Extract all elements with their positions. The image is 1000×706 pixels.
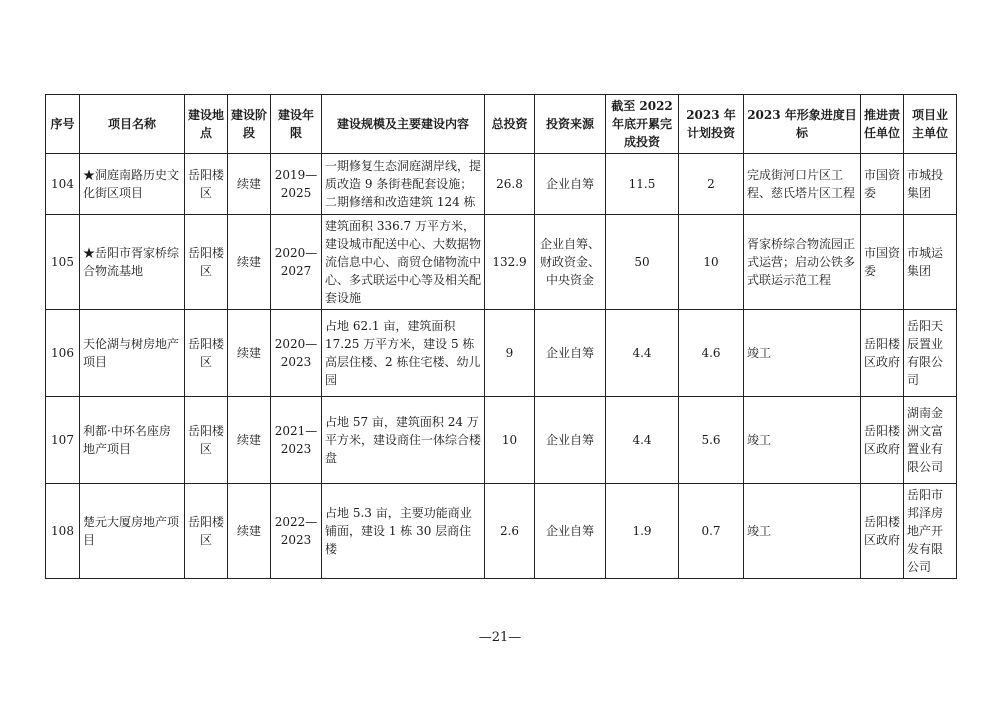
cell-stage: 续建 — [228, 310, 271, 397]
cell-seq: 106 — [46, 310, 80, 397]
cell-plan2023: 5.6 — [679, 397, 744, 484]
table-row — [46, 397, 957, 484]
cell-total: 26.8 — [485, 154, 535, 215]
cell-plan2023: 0.7 — [679, 484, 744, 579]
cell-owner: 湖南金洲文富置业有限公司 — [904, 397, 957, 484]
cell-completed: 4.4 — [606, 310, 679, 397]
table-row — [46, 154, 957, 215]
cell-responsible: 市国资委 — [861, 154, 904, 215]
cell-target2023: 胥家桥综合物流园正式运营；启动公铁多式联运示范工程 — [744, 215, 861, 310]
cell-seq: 104 — [46, 154, 80, 215]
cell-total: 132.9 — [485, 215, 535, 310]
cell-name: 利都·中环名座房地产项目 — [80, 397, 185, 484]
header-plan2023: 2023 年计划投资 — [679, 95, 744, 154]
header-completed: 截至 2022 年底开累完成投资 — [606, 95, 679, 154]
cell-name: 楚元大厦房地产项目 — [80, 484, 185, 579]
cell-period: 2020—2023 — [271, 310, 322, 397]
table-row — [46, 215, 957, 310]
cell-target2023: 竣工 — [744, 397, 861, 484]
cell-location: 岳阳楼区 — [185, 397, 228, 484]
header-stage: 建设阶段 — [228, 95, 271, 154]
cell-period: 2021—2023 — [271, 397, 322, 484]
cell-total: 2.6 — [485, 484, 535, 579]
cell-stage: 续建 — [228, 484, 271, 579]
cell-plan2023: 10 — [679, 215, 744, 310]
cell-completed: 11.5 — [606, 154, 679, 215]
cell-stage: 续建 — [228, 215, 271, 310]
cell-period: 2022—2023 — [271, 484, 322, 579]
table-header — [46, 95, 957, 154]
cell-responsible: 岳阳楼区政府 — [861, 484, 904, 579]
cell-responsible: 岳阳楼区政府 — [861, 310, 904, 397]
header-source: 投资来源 — [535, 95, 606, 154]
cell-completed: 50 — [606, 215, 679, 310]
header-location: 建设地点 — [185, 95, 228, 154]
cell-location: 岳阳楼区 — [185, 484, 228, 579]
cell-period: 2020—2027 — [271, 215, 322, 310]
cell-name: ★岳阳市胥家桥综合物流基地 — [80, 215, 185, 310]
cell-owner: 市城运集团 — [904, 215, 957, 310]
header-scale: 建设规模及主要建设内容 — [322, 95, 485, 154]
cell-scale: 占地 62.1 亩，建筑面积 17.25 万平方米，建设 5 栋高层住楼、2 栋住宅楼、幼儿园 — [322, 310, 485, 397]
cell-source: 企业自筹 — [535, 484, 606, 579]
cell-target2023: 竣工 — [744, 484, 861, 579]
cell-scale: 占地 57 亩，建筑面积 24 万平方米，建设商住一体综合楼盘 — [322, 397, 485, 484]
header-total: 总投资 — [485, 95, 535, 154]
cell-owner: 岳阳市邦泽房地产开发有限公司 — [904, 484, 957, 579]
cell-period: 2019—2025 — [271, 154, 322, 215]
cell-target2023: 完成街河口片区工程、慈氏塔片区工程 — [744, 154, 861, 215]
cell-target2023: 竣工 — [744, 310, 861, 397]
header-target2023: 2023 年形象进度目标 — [744, 95, 861, 154]
cell-owner: 岳阳天辰置业有限公司 — [904, 310, 957, 397]
cell-responsible: 市国资委 — [861, 215, 904, 310]
project-table — [45, 94, 957, 579]
cell-source: 企业自筹 — [535, 310, 606, 397]
cell-scale: 建筑面积 336.7 万平方米，建设城市配送中心、大数据物流信息中心、商贸仓储物流中心、多式联运中心等及相关配套设施 — [322, 215, 485, 310]
cell-stage: 续建 — [228, 397, 271, 484]
header-responsible: 推进责任单位 — [861, 95, 904, 154]
cell-location: 岳阳楼区 — [185, 310, 228, 397]
cell-plan2023: 4.6 — [679, 310, 744, 397]
cell-stage: 续建 — [228, 154, 271, 215]
cell-name: ★洞庭南路历史文化街区项目 — [80, 154, 185, 215]
cell-completed: 4.4 — [606, 397, 679, 484]
cell-source: 企业自筹、财政资金、中央资金 — [535, 215, 606, 310]
cell-name: 天伦湖与树房地产项目 — [80, 310, 185, 397]
header-period: 建设年限 — [271, 95, 322, 154]
cell-seq: 108 — [46, 484, 80, 579]
table-row — [46, 484, 957, 579]
cell-completed: 1.9 — [606, 484, 679, 579]
cell-seq: 107 — [46, 397, 80, 484]
header-seq: 序号 — [46, 95, 80, 154]
header-owner: 项目业主单位 — [904, 95, 957, 154]
cell-scale: 占地 5.3 亩，主要功能商业铺面，建设 1 栋 30 层商住楼 — [322, 484, 485, 579]
cell-location: 岳阳楼区 — [185, 154, 228, 215]
cell-source: 企业自筹 — [535, 154, 606, 215]
page-number: —21— — [478, 630, 522, 645]
cell-source: 企业自筹 — [535, 397, 606, 484]
header-name: 项目名称 — [80, 95, 185, 154]
cell-plan2023: 2 — [679, 154, 744, 215]
cell-scale: 一期修复生态洞庭湖岸线，提质改造 9 条街巷配套设施；二期修缮和改造建筑 124 栋 — [322, 154, 485, 215]
cell-total: 10 — [485, 397, 535, 484]
cell-total: 9 — [485, 310, 535, 397]
cell-location: 岳阳楼区 — [185, 215, 228, 310]
cell-owner: 市城投集团 — [904, 154, 957, 215]
cell-seq: 105 — [46, 215, 80, 310]
table-row — [46, 310, 957, 397]
cell-responsible: 岳阳楼区政府 — [861, 397, 904, 484]
